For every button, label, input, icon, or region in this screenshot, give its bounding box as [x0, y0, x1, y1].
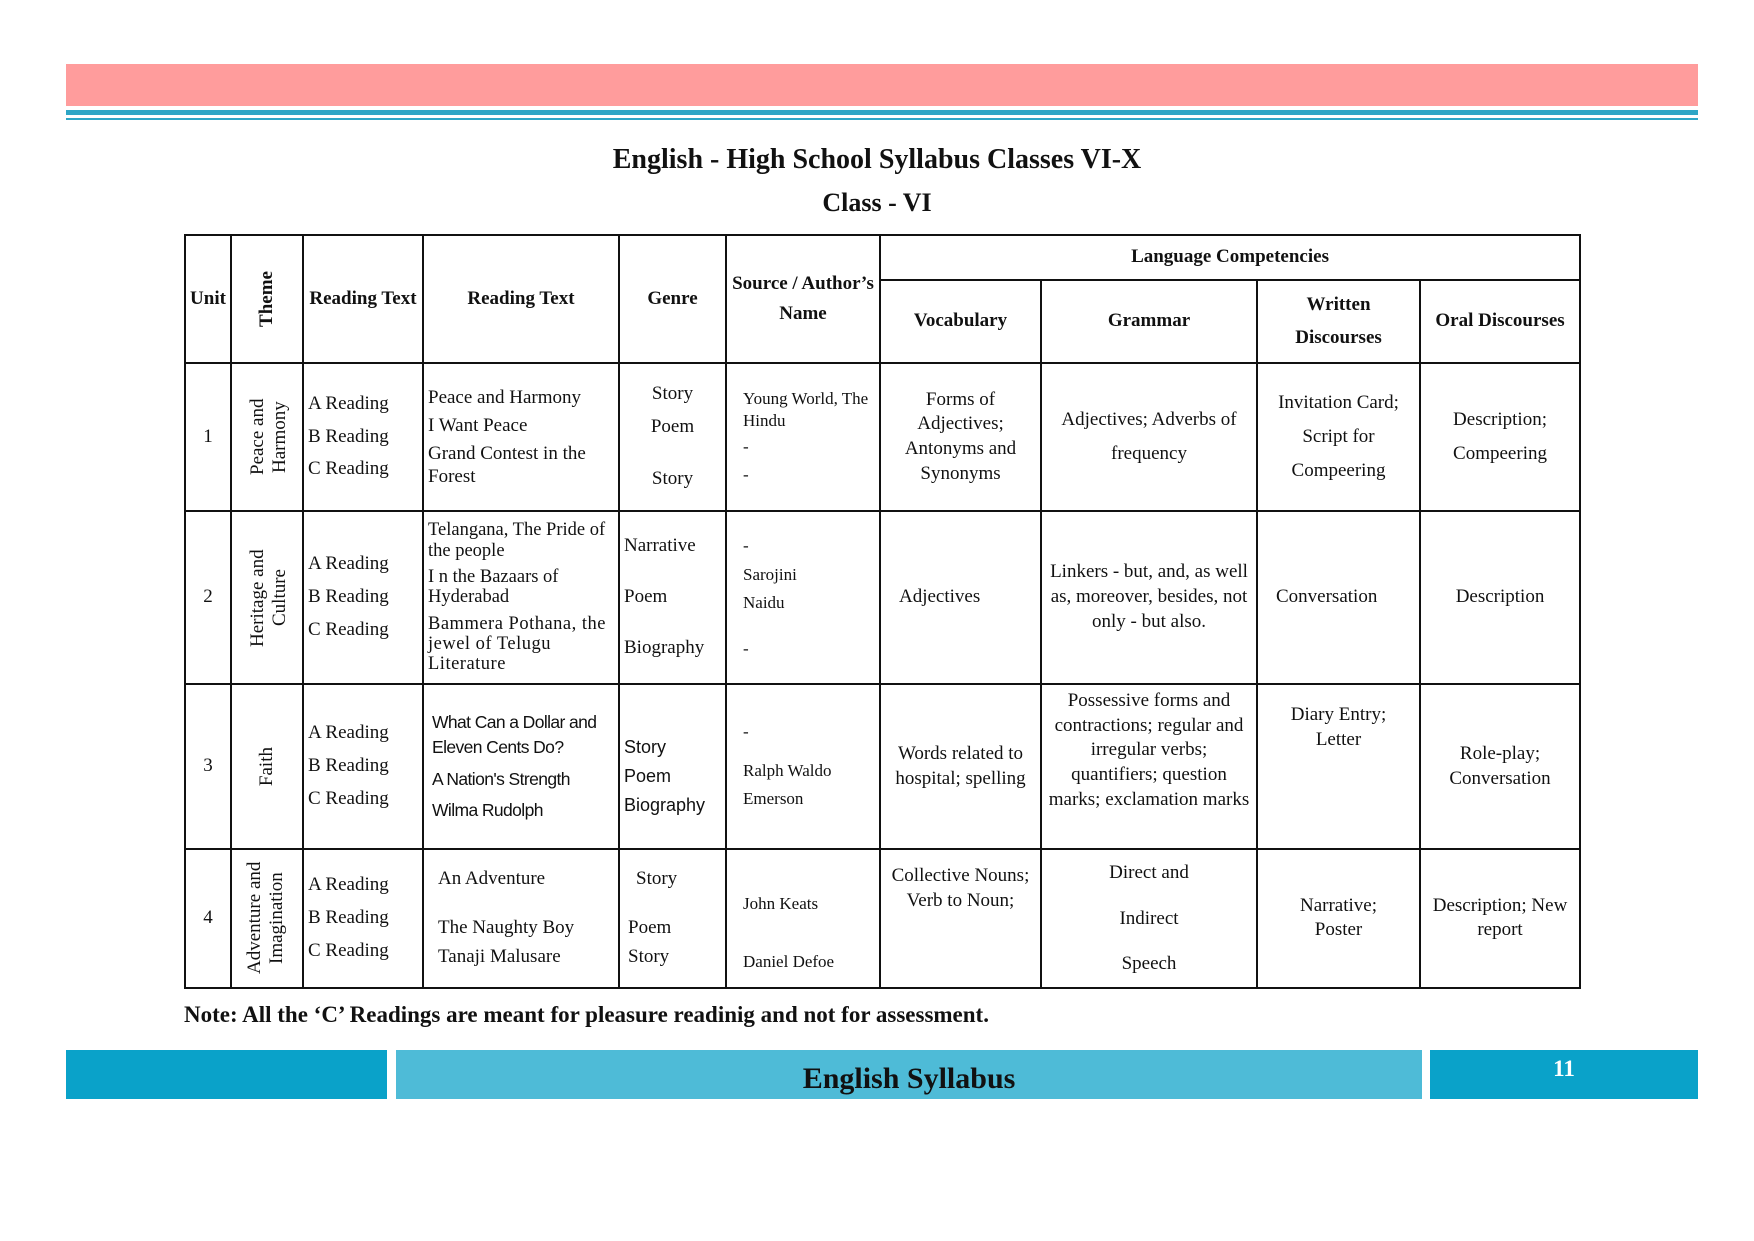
top-banner: [66, 64, 1698, 106]
reading-b: B Reading: [308, 907, 389, 929]
readings-cell: [303, 684, 423, 849]
genre-b: Poem: [624, 586, 668, 608]
source-c: -: [743, 638, 749, 658]
header-reading-text-2: Reading Text: [423, 235, 619, 363]
genres-cell: [619, 363, 726, 511]
header-oral: Oral Discourses: [1420, 280, 1580, 363]
source-c: -: [743, 465, 749, 485]
genre-a: Story: [651, 382, 694, 404]
genre-a: Story: [624, 737, 667, 758]
unit-number: 4: [185, 849, 231, 988]
reading-c: C Reading: [308, 939, 389, 961]
vocabulary-cell: Adjectives: [880, 511, 1041, 684]
texts-cell: [423, 684, 619, 849]
text-c: Bammera Pothana, the jewel of Telugu Literature: [428, 613, 606, 675]
grammar-cell: Linkers - but, and, as well as, moreover, besides, not only - but also.: [1041, 511, 1257, 684]
theme-label: Heritage and Culture: [247, 548, 290, 647]
unit-number: 3: [185, 684, 231, 849]
reading-a: A Reading: [308, 874, 389, 896]
text-c: Tanaji Malusare: [438, 945, 561, 967]
texts-cell: [423, 363, 619, 511]
header-language-competencies: Language Competencies: [880, 235, 1580, 280]
reading-a: A Reading: [308, 553, 389, 575]
oral-cell: Description; New report: [1420, 849, 1580, 988]
text-b: I n the Bazaars of Hyderabad: [428, 566, 559, 608]
grammar-cell: Direct and Indirect Speech: [1041, 849, 1257, 988]
header-vocabulary: Vocabulary: [880, 280, 1041, 363]
header-theme-label: Theme: [256, 271, 278, 327]
text-c: Wilma Rudolph: [432, 799, 543, 820]
sources-cell: [726, 849, 880, 988]
genre-b: Poem: [628, 917, 672, 939]
source-a: Young World, The Hindu: [743, 388, 869, 430]
oral-cell: Description: [1420, 511, 1580, 684]
oral-cell: Role-play; Conversation: [1420, 684, 1580, 849]
text-a: Telangana, The Pride of the people: [428, 520, 606, 561]
readings-cell: [303, 511, 423, 684]
written-cell: Conversation: [1257, 511, 1420, 684]
assessment-note: Note: All the ‘C’ Readings are meant for pleasure readinig and not for assessment.: [184, 1002, 989, 1027]
source-b: Ralph Waldo Emerson: [743, 761, 832, 808]
table-row: [185, 684, 1580, 849]
genre-c: Biography: [624, 636, 705, 658]
theme-cell: [231, 363, 303, 511]
table-row: [185, 849, 1580, 988]
theme-cell: [231, 849, 303, 988]
text-a: An Adventure: [438, 868, 546, 890]
document-title: English - High School Syllabus Classes VI-X: [612, 144, 1142, 175]
sources-cell: [726, 684, 880, 849]
genre-a: Narrative: [624, 535, 696, 557]
text-a: Peace and Harmony: [428, 386, 581, 408]
source-b: Sarojini Naidu: [743, 565, 797, 612]
source-b: -: [743, 437, 749, 456]
reading-b: B Reading: [308, 755, 389, 777]
reading-c: C Reading: [308, 787, 389, 809]
theme-label: Peace and Harmony: [247, 398, 290, 476]
theme-cell: [231, 684, 303, 849]
vocabulary-cell: Collective Nouns; Verb to Noun;: [880, 849, 1041, 988]
theme-cell: [231, 511, 303, 684]
reading-c: C Reading: [308, 618, 389, 640]
vocabulary-cell: Forms of Adjectives; Antonyms and Synonyms: [880, 363, 1041, 511]
written-cell: Diary Entry; Letter: [1257, 684, 1420, 849]
written-cell: Invitation Card; Script for Compeering: [1257, 363, 1420, 511]
header-theme: [231, 235, 303, 363]
header-unit: Unit: [185, 235, 231, 363]
text-a: What Can a Dollar and Eleven Cents Do?: [432, 711, 597, 758]
source-a: -: [743, 722, 749, 742]
table-row: [185, 511, 1580, 684]
text-b: A Nation's Strength: [432, 768, 570, 789]
grammar-cell: Adjectives; Adverbs of frequency: [1041, 363, 1257, 511]
readings-cell: [303, 363, 423, 511]
reading-a: A Reading: [308, 392, 389, 414]
reading-c: C Reading: [308, 458, 389, 480]
oral-cell: Description; Compeering: [1420, 363, 1580, 511]
header-row: [185, 235, 1580, 280]
vocabulary-cell: Words related to hospital; spelling: [880, 684, 1041, 849]
genres-cell: [619, 684, 726, 849]
readings-cell: [303, 849, 423, 988]
grammar-cell: Possessive forms and contractions; regular and irregular verbs; quantifiers; question marks; exclamation marks: [1041, 684, 1257, 849]
footer-title: English Syllabus: [396, 1050, 1422, 1099]
syllabus-table: [184, 234, 1581, 989]
top-divider-thin: [66, 118, 1698, 120]
text-b: I Want Peace: [428, 415, 528, 437]
text-b: The Naughty Boy: [438, 917, 575, 939]
genre-a: Story: [636, 868, 678, 890]
genre-c: Story: [628, 945, 670, 967]
genres-cell: [619, 849, 726, 988]
source-a: John Keats: [743, 894, 819, 914]
texts-cell: [423, 849, 619, 988]
text-c: Grand Contest in the Forest: [428, 442, 586, 487]
source-b: Daniel Defoe: [743, 952, 835, 972]
genre-c: Biography: [624, 794, 706, 815]
top-divider: [66, 110, 1698, 115]
genre-b: Poem: [624, 766, 672, 787]
theme-label: Adventure and Imagination: [244, 862, 287, 975]
header-grammar: Grammar: [1041, 280, 1257, 363]
theme-label: Faith: [256, 746, 278, 787]
unit-number: 2: [185, 511, 231, 684]
written-cell: Narrative; Poster: [1257, 849, 1420, 988]
document-subtitle: Class - VI: [822, 188, 932, 217]
genre-b: Poem: [650, 415, 695, 437]
header-reading-text-1: Reading Text: [303, 235, 423, 363]
genre-c: Story: [651, 468, 694, 490]
header-written: Written Discourses: [1257, 280, 1420, 363]
sources-cell: [726, 363, 880, 511]
header-source: Source / Author’s Name: [726, 235, 880, 363]
texts-cell: [423, 511, 619, 684]
reading-a: A Reading: [308, 722, 389, 744]
footer-left-bar: [66, 1050, 387, 1099]
unit-number: 1: [185, 363, 231, 511]
genres-cell: [619, 511, 726, 684]
source-a: -: [743, 536, 749, 556]
sources-cell: [726, 511, 880, 684]
page-number: 11: [1430, 1050, 1698, 1099]
table-row: [185, 363, 1580, 511]
reading-b: B Reading: [308, 425, 389, 447]
header-genre: Genre: [619, 235, 726, 363]
reading-b: B Reading: [308, 586, 389, 608]
